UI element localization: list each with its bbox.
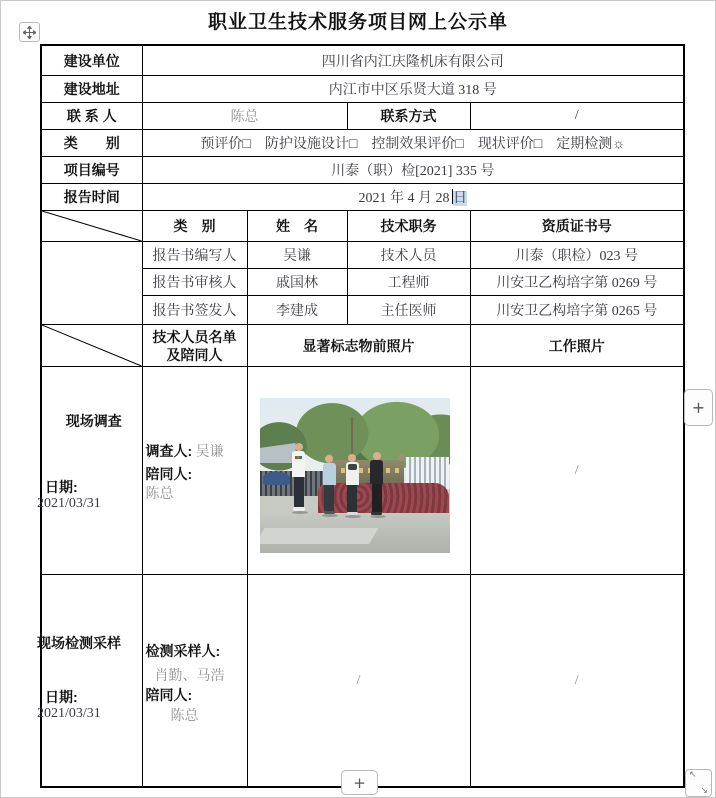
writer-cert-cell[interactable]: [470, 242, 684, 269]
reviewer-cert: 川安卫乙构培字第 0269 号: [496, 276, 658, 291]
report-date-text: 2021 年 4 月 28: [358, 191, 450, 206]
plus-icon: +: [353, 773, 366, 792]
photo-sign-text: [332, 468, 399, 473]
row-contact: [41, 103, 684, 130]
photo-red-hedge: [318, 483, 449, 516]
header-name: 姓 名: [276, 218, 318, 234]
sampling-stage-cell[interactable]: [37, 575, 142, 788]
table-row-writer: [41, 242, 684, 269]
survey-stage-name: 现场调查: [65, 413, 122, 429]
row-address: [41, 76, 684, 103]
issuer-title-cell[interactable]: [347, 296, 470, 325]
diagonal-line: [42, 211, 142, 241]
add-row-button-bottom[interactable]: [341, 770, 378, 795]
plus-icon: +: [691, 398, 706, 417]
survey-date-value: 2021/03/31: [37, 496, 101, 511]
photo-person-1: [292, 443, 306, 514]
move-handle-button[interactable]: [19, 22, 40, 42]
report-time-label-cell[interactable]: [41, 184, 142, 211]
writer-role: 报告书编写人: [152, 249, 237, 264]
project-no-label: 项目编号: [63, 162, 120, 178]
address-label-cell[interactable]: [41, 76, 142, 103]
row-project-no: [41, 157, 684, 184]
header-cert: 资质证书号: [541, 218, 612, 234]
writer-name-cell[interactable]: [247, 242, 347, 269]
project-no-value: 川泰（职）检[2021] 335 号: [331, 164, 495, 179]
diagonal-cell-photos[interactable]: [41, 325, 142, 367]
contact-name: 陈总: [230, 110, 259, 125]
resize-arrow-nw-icon: ↖: [689, 770, 697, 780]
reviewer-role: 报告书审核人: [152, 276, 237, 291]
row-photo-headers: [41, 325, 684, 367]
survey-people-cell[interactable]: [142, 367, 247, 575]
sampling-date-value: 2021/03/31: [37, 706, 101, 721]
diagonal-line: [42, 325, 142, 366]
contact-method-label-cell[interactable]: [347, 103, 470, 130]
row-site-survey: [41, 367, 684, 575]
issuer-cert-cell[interactable]: [470, 296, 684, 325]
sampling-people-cell[interactable]: [142, 575, 247, 788]
survey-work-photo-slash: /: [574, 462, 579, 478]
resize-arrow-se-icon: ↘: [700, 786, 708, 796]
sampler-label: 检测采样人:: [145, 643, 221, 659]
personnel-left-empty-cell[interactable]: [41, 242, 142, 325]
work-photo-header-cell[interactable]: [470, 325, 684, 367]
report-time-label: 报告时间: [63, 189, 120, 205]
sampling-companion-label: 陪同人:: [145, 687, 193, 703]
writer-title: 技术人员: [380, 249, 437, 264]
contact-method-label: 联系方式: [380, 108, 437, 124]
issuer-role: 报告书签发人: [152, 304, 237, 319]
sampling-work-slash: /: [574, 672, 579, 688]
project-no-value-cell[interactable]: [142, 157, 684, 184]
work-photo-header: 工作照片: [548, 337, 605, 354]
unit-label-cell[interactable]: [41, 45, 142, 76]
writer-title-cell[interactable]: [347, 242, 470, 269]
staff-list-header-cell[interactable]: [142, 325, 247, 367]
survey-work-photo-cell[interactable]: [470, 367, 684, 575]
address-value-cell[interactable]: [142, 76, 684, 103]
sampling-landmark-photo-cell[interactable]: [247, 575, 470, 788]
project-no-label-cell[interactable]: [41, 157, 142, 184]
sampler-names: 肖勤、马浩: [154, 669, 225, 684]
header-category-cell[interactable]: [142, 211, 247, 242]
row-site-sampling: [41, 575, 684, 788]
row-unit: [41, 45, 684, 76]
publicity-table: [37, 44, 685, 788]
category-label-cell[interactable]: [41, 130, 142, 157]
reviewer-name: 戚国林: [276, 276, 318, 291]
header-category: 类 别: [173, 218, 216, 234]
header-cert-cell[interactable]: [470, 211, 684, 242]
photo-person-4: [370, 452, 384, 518]
unit-value-cell[interactable]: [142, 45, 684, 76]
reviewer-role-cell[interactable]: [142, 269, 247, 296]
contact-method-value-cell[interactable]: [470, 103, 684, 130]
issuer-name-cell[interactable]: [247, 296, 347, 325]
report-time-value-cell[interactable]: [142, 184, 684, 211]
issuer-role-cell[interactable]: [142, 296, 247, 325]
page-title: 职业卫生技术服务项目网上公示单: [207, 12, 508, 33]
photo-path: [260, 528, 378, 544]
writer-role-cell[interactable]: [142, 242, 247, 269]
sampling-companion-name: 陈总: [170, 709, 199, 724]
photo-person-2: [322, 455, 336, 517]
add-row-button-right[interactable]: [684, 389, 713, 426]
unit-value: 四川省内江庆隆机床有限公司: [321, 54, 504, 70]
photo-car: [263, 472, 290, 484]
survey-stage-cell[interactable]: [37, 367, 142, 575]
landmark-photo-cell[interactable]: [247, 367, 470, 575]
category-options-cell[interactable]: [142, 130, 684, 157]
contact-label: 联 系 人: [66, 108, 117, 124]
issuer-name: 李建成: [276, 304, 318, 319]
header-title: 技术职务: [380, 218, 437, 234]
sampling-stage-name: 现场检测采样: [37, 635, 121, 651]
diagonal-cell-header[interactable]: [41, 211, 142, 242]
sampling-date-label: 日期:: [45, 689, 78, 705]
sampling-landmark-slash: /: [356, 672, 361, 688]
table-resize-handle[interactable]: [685, 769, 712, 797]
contact-name-cell[interactable]: [142, 103, 347, 130]
survey-companion-name: 陈总: [145, 487, 174, 502]
issuer-title: 主任医师: [380, 304, 437, 319]
row-category: [41, 130, 684, 157]
investigator-label: 调查人:: [145, 443, 193, 459]
reviewer-title-cell[interactable]: [347, 269, 470, 296]
row-personnel-header: [41, 211, 684, 242]
reviewer-title: 工程师: [387, 276, 430, 291]
row-report-time: [41, 184, 684, 211]
landmark-photo[interactable]: [260, 398, 450, 553]
staff-list-line2: 及陪同人: [166, 346, 223, 363]
header-title-cell[interactable]: [347, 211, 470, 242]
category-label: 类 别: [63, 135, 120, 151]
reviewer-name-cell[interactable]: [247, 269, 347, 296]
contact-label-cell[interactable]: [41, 103, 142, 130]
investigator-name: 吴谦: [195, 445, 224, 460]
writer-cert: 川泰（职检）023 号: [515, 249, 638, 264]
sampling-work-photo-cell[interactable]: [470, 575, 684, 788]
photo-lamp-ball: [398, 454, 405, 461]
staff-list-line1: 技术人员名单: [152, 328, 237, 345]
issuer-cert: 川安卫乙构培字第 0265 号: [496, 304, 658, 319]
move-icon: [23, 26, 36, 39]
report-date-selected-char: 日: [453, 191, 467, 206]
contact-method-value: /: [574, 108, 579, 123]
address-value: 内江市中区乐贤大道 318 号: [328, 83, 497, 98]
photo-person-3: [345, 454, 359, 518]
survey-companion-label: 陪同人:: [145, 466, 193, 482]
address-label: 建设地址: [63, 81, 120, 97]
survey-date-label: 日期:: [45, 479, 78, 495]
category-options: 预评价□ 防护设施设计□ 控制效果评价□ 现状评价□ 定期检测☼: [200, 137, 626, 152]
landmark-photo-header-cell[interactable]: [247, 325, 470, 367]
unit-label: 建设单位: [63, 52, 120, 69]
header-name-cell[interactable]: [247, 211, 347, 242]
writer-name: 吴谦: [283, 249, 311, 264]
reviewer-cert-cell[interactable]: [470, 269, 684, 296]
landmark-photo-header: 显著标志物前照片: [302, 337, 415, 354]
